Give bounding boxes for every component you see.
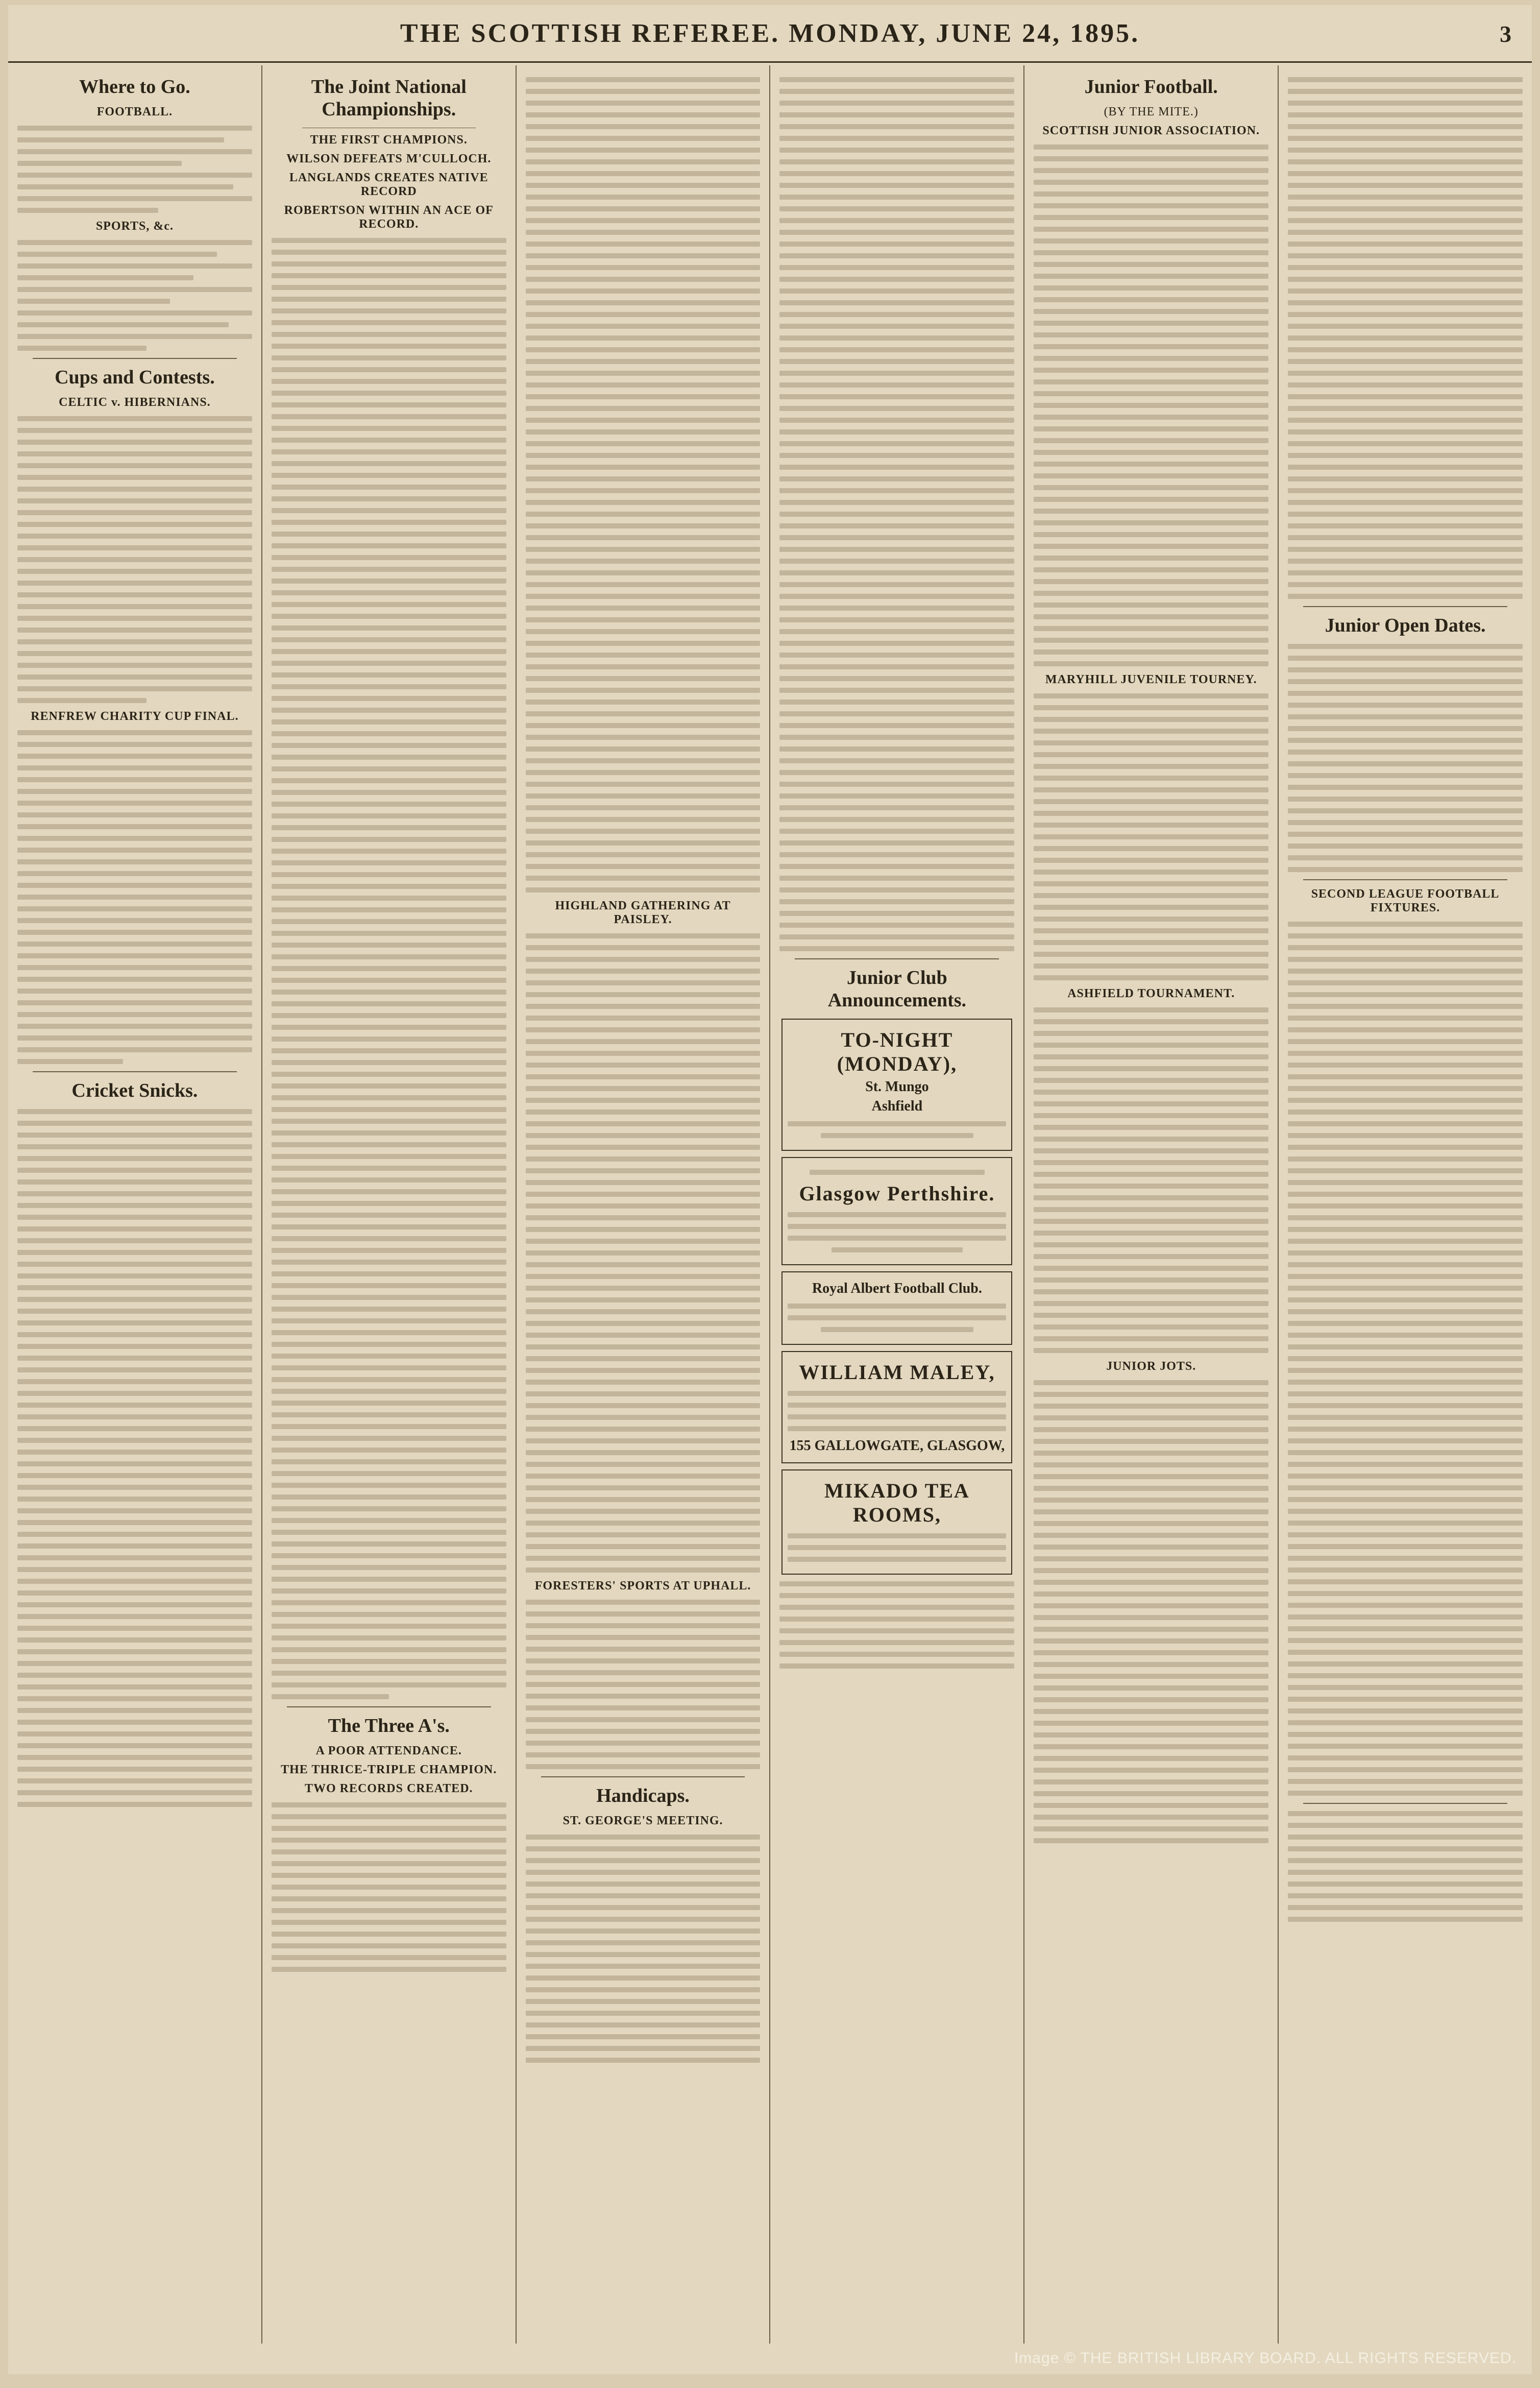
maryhill-report <box>1034 693 1268 980</box>
ad-tonight: TO-NIGHT (MONDAY), <box>837 1028 958 1075</box>
column-5 <box>1024 65 1279 2344</box>
football-subheading: FOOTBALL. <box>96 105 173 118</box>
junior-jots-report <box>1034 1380 1268 1843</box>
sports-listings <box>17 240 252 351</box>
byline: (BY THE MITE.) <box>1104 105 1199 118</box>
maley-advert <box>781 1351 1012 1463</box>
ashfield-tournament-subheading: ASHFIELD TOURNAMENT. <box>1067 987 1235 1000</box>
column-3 <box>517 65 771 2344</box>
column-6 <box>1279 65 1532 2344</box>
ad-william-maley: WILLIAM MALEY, <box>799 1361 995 1384</box>
mikado-advert <box>781 1469 1012 1575</box>
three-as-report <box>272 1802 506 1972</box>
wilson-subheading: WILSON DEFEATS M'CULLOCH. <box>286 152 492 165</box>
column-2 <box>262 65 517 2344</box>
highland-gathering-subheading: HIGHLAND GATHERING AT PAISLEY. <box>555 899 731 926</box>
sports-subheading: SPORTS, &c. <box>95 220 174 233</box>
second-league-fixtures-subheading: SECOND LEAGUE FOOTBALL FIXTURES. <box>1311 887 1500 914</box>
royal-albert-advert <box>781 1271 1012 1345</box>
first-champions-subheading: THE FIRST CHAMPIONS. <box>310 133 468 147</box>
columns <box>8 65 1532 2344</box>
junior-football-heading: Junior Football. <box>1084 76 1218 98</box>
joint-championships-heading: The Joint National Championships. <box>311 76 467 120</box>
masthead <box>8 5 1532 63</box>
renfrew-cup-subheading: RENFREW CHARITY CUP FINAL. <box>31 710 239 723</box>
handicaps-listing <box>526 1835 761 2063</box>
column-6-lead-text <box>1288 77 1523 599</box>
football-listings <box>17 126 252 213</box>
cricket-report <box>17 1109 252 1807</box>
sja-subheading: SCOTTISH JUNIOR ASSOCIATION. <box>1042 124 1260 137</box>
highland-gathering-report <box>526 933 761 1573</box>
column-4 <box>770 65 1024 2344</box>
two-records-subheading: TWO RECORDS CREATED. <box>304 1782 473 1795</box>
copyright-notice: Image © THE BRITISH LIBRARY BOARD. ALL RIGHTS RESERVED. <box>1014 2350 1517 2367</box>
foresters-sports-report <box>526 1600 761 1769</box>
fixtures-table <box>1288 922 1523 1796</box>
results-listing-1 <box>526 77 761 893</box>
semi-final-advert <box>781 1019 1012 1151</box>
mikado-text <box>779 1581 1014 1669</box>
foresters-sports-subheading: FORESTERS' SPORTS AT UPHALL. <box>534 1579 751 1593</box>
ad-team-st-mungo: St. Mungo <box>865 1079 929 1095</box>
robertson-subheading: ROBERTSON WITHIN AN ACE OF RECORD. <box>284 204 494 231</box>
ad-mikado-tea-rooms: MIKADO TEA ROOMS, <box>824 1479 970 1526</box>
junior-open-dates-heading: Junior Open Dates. <box>1325 615 1486 636</box>
where-to-go-heading: Where to Go. <box>79 76 190 98</box>
open-dates-listing <box>1288 644 1523 872</box>
ad-gallowgate-address: 155 GALLOWGATE, GLASGOW, <box>789 1438 1005 1454</box>
ad-royal-albert: Royal Albert Football Club. <box>812 1281 982 1296</box>
cricket-snicks-heading: Cricket Snicks. <box>71 1080 198 1101</box>
newspaper-title: THE SCOTTISH REFEREE. MONDAY, JUNE 24, 1895. <box>400 18 1140 48</box>
ad-glasgow-perthshire: Glasgow Perthshire. <box>799 1182 995 1205</box>
junior-club-announcements-heading: Junior Club Announcements. <box>827 967 967 1011</box>
junior-jots-subheading: JUNIOR JOTS. <box>1106 1360 1196 1373</box>
handicaps-heading: Handicaps. <box>596 1785 690 1806</box>
column-6-closing-text <box>1288 1811 1523 1922</box>
celtic-hibernians-subheading: CELTIC v. HIBERNIANS. <box>59 396 211 409</box>
ad-team-ashfield: Ashfield <box>871 1098 923 1114</box>
charity-cup-advert <box>781 1157 1012 1265</box>
results-listing-2 <box>779 77 1014 951</box>
cups-contests-heading: Cups and Contests. <box>55 367 215 388</box>
maryhill-tourney-subheading: MARYHILL JUVENILE TOURNEY. <box>1045 673 1257 686</box>
thrice-triple-subheading: THE THRICE-TRIPLE CHAMPION. <box>281 1763 497 1776</box>
column-1 <box>8 65 262 2344</box>
ashfield-report <box>1034 1007 1268 1353</box>
celtic-hibernians-report <box>17 416 252 703</box>
newspaper-page <box>8 5 1532 2374</box>
page-number: 3 <box>1500 21 1511 47</box>
renfrew-cup-report <box>17 730 252 1064</box>
three-as-heading: The Three A's. <box>328 1715 450 1736</box>
championships-report <box>272 238 506 1699</box>
sja-report <box>1034 144 1268 666</box>
langlands-subheading: LANGLANDS CREATES NATIVE RECORD <box>289 171 488 198</box>
st-georges-subheading: ST. GEORGE'S MEETING. <box>563 1814 723 1827</box>
poor-attendance-subheading: A POOR ATTENDANCE. <box>315 1744 462 1757</box>
